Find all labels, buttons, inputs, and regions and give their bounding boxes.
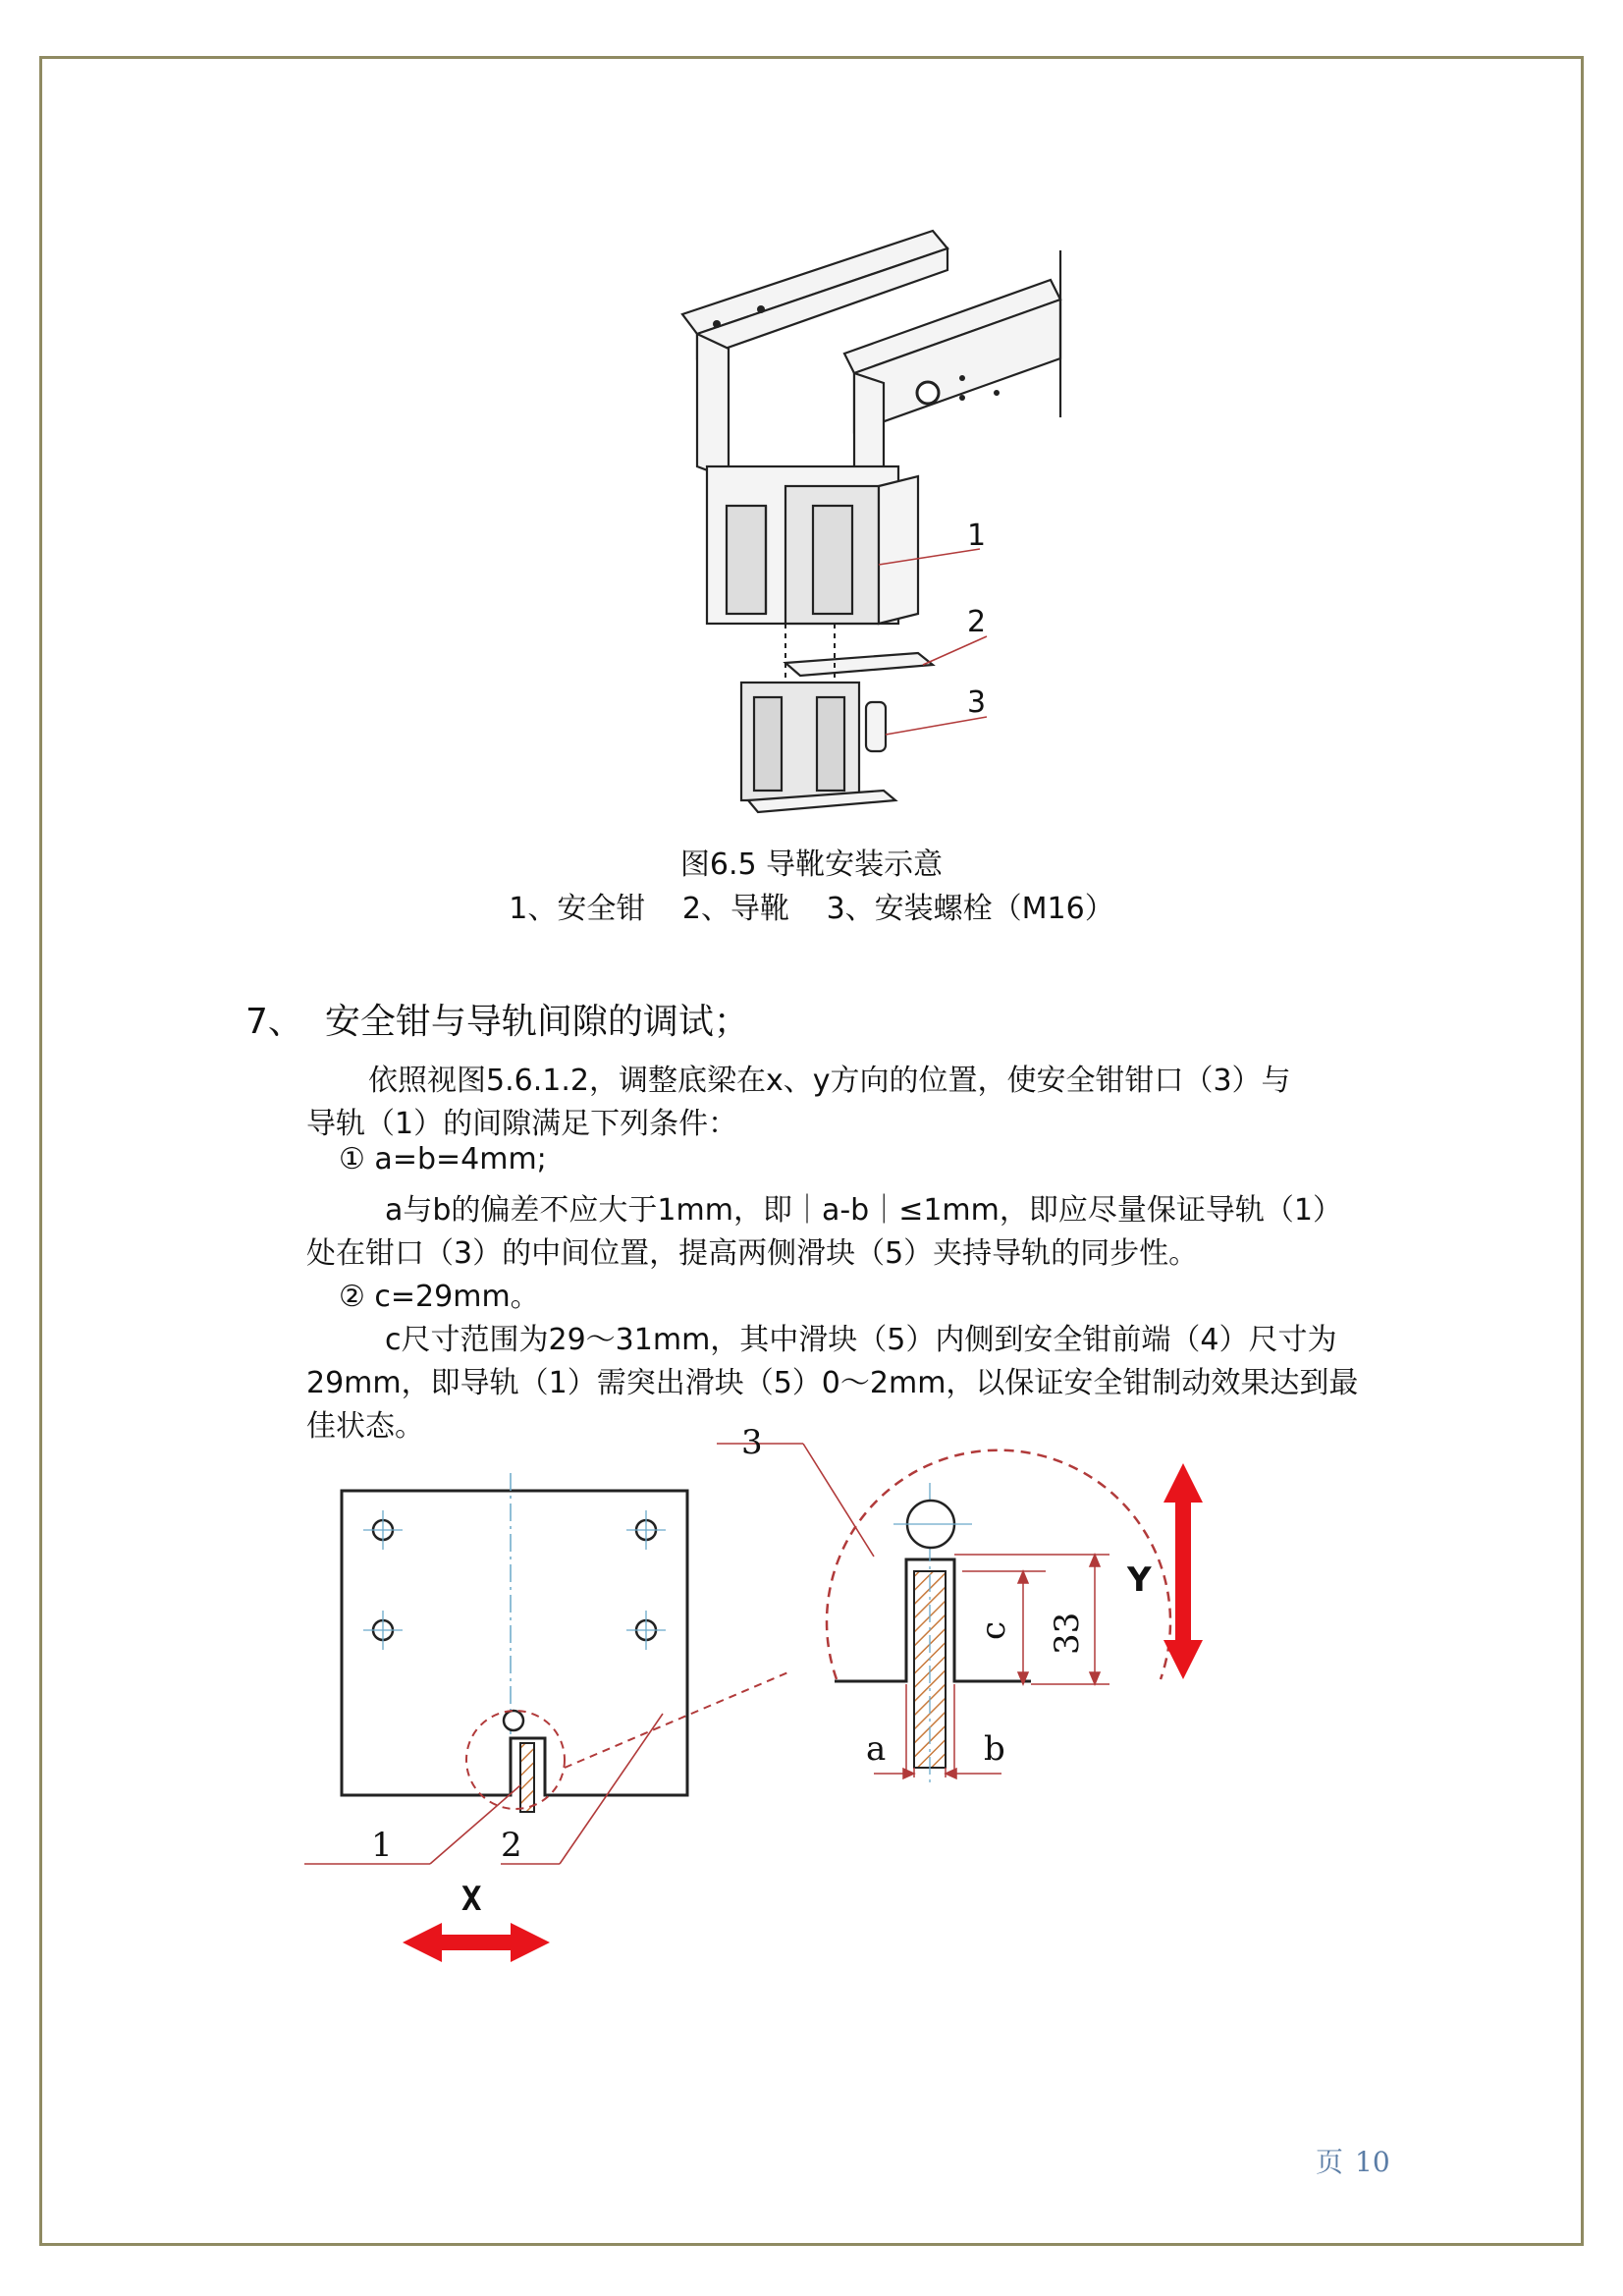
callout-2: 2	[501, 1826, 522, 1865]
x-axis-label: X	[461, 1880, 482, 1919]
page-footer	[1316, 2141, 1402, 2180]
condition-2-line-1: c尺寸范围为29～31mm，其中滑块（5）内侧到安全钳前端（4）尺寸为	[385, 1323, 1337, 1357]
dim-b-label: b	[984, 1729, 1005, 1769]
dim-33-label: 33	[1048, 1612, 1087, 1655]
condition-2-label: ② c=29mm。	[339, 1280, 540, 1314]
y-axis-arrow	[1163, 1463, 1203, 1679]
condition-1-line-2: 处在钳口（3）的中间位置，提高两侧滑块（5）夹持导轨的同步性。	[306, 1236, 1199, 1271]
condition-2-line-2: 29mm，即导轨（1）需突出滑块（5）0～2mm，以保证安全钳制动效果达到最	[306, 1366, 1359, 1400]
intro-line-2: 导轨（1）的间隙满足下列条件：	[306, 1107, 738, 1141]
section-number: 7、	[245, 1002, 303, 1042]
intro-line-1: 依照视图5.6.1.2，调整底梁在x、y方向的位置，使安全钳钳口（3）与	[368, 1064, 1291, 1098]
dim-c-label: c	[974, 1620, 1013, 1640]
figure-caption-legend	[0, 884, 1623, 927]
legend-item-guide-shoe: 2、导靴	[681, 892, 790, 926]
section-title: 安全钳与导轨间隙的调试；	[324, 1002, 749, 1042]
page-label: 页	[1316, 2146, 1344, 2178]
callout-1: 1	[371, 1826, 393, 1865]
dim-a-label: a	[866, 1729, 887, 1769]
callout-3: 3	[741, 1423, 763, 1462]
page-number: 10	[1355, 2146, 1390, 2178]
condition-1-label: ① a=b=4mm;	[339, 1142, 547, 1176]
y-axis-label: Y	[1127, 1560, 1152, 1600]
legend-item-mounting-bolt: 3、安装螺栓（M16）	[826, 892, 1114, 926]
guide-shoe-install-illustration	[638, 211, 1051, 840]
base-plate	[342, 1473, 687, 1812]
figure-caption-title: 图6.5 导靴安装示意	[679, 847, 944, 882]
top-callout-3: 3	[967, 685, 987, 720]
top-callout-2: 2	[967, 605, 987, 639]
top-callout-1: 1	[967, 519, 987, 553]
condition-1-line-1: a与b的偏差不应大于1mm，即｜a-b｜≤1mm，即应尽量保证导轨（1）	[385, 1193, 1342, 1228]
legend-item-safety-gear: 1、安全钳	[509, 892, 646, 926]
section-heading	[245, 994, 749, 1044]
condition-2-line-3: 佳状态。	[306, 1409, 424, 1444]
x-axis-arrow	[403, 1923, 550, 1962]
